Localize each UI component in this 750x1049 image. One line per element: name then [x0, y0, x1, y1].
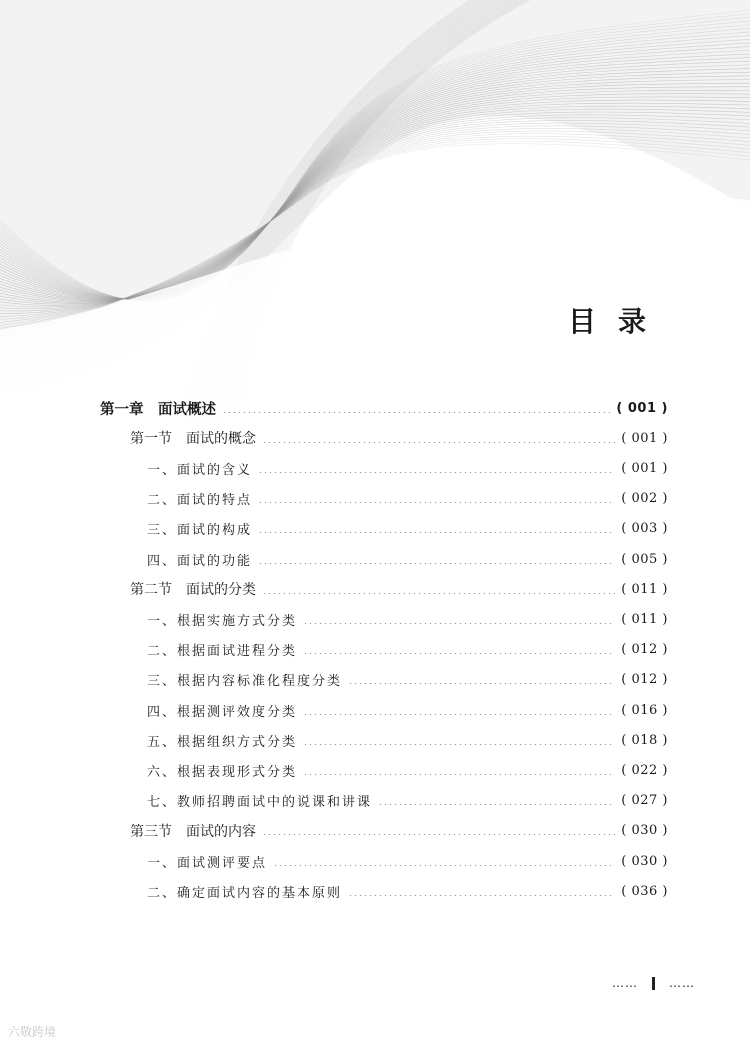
toc-leader-dots [273, 865, 615, 866]
toc-entry[interactable] [130, 816, 668, 846]
toc-entry[interactable] [147, 484, 668, 514]
toc-entry[interactable] [100, 393, 668, 423]
wave-pattern-decoration [0, 0, 750, 420]
toc-leader-dots [303, 623, 615, 624]
toc-entry-page: ( 011 ) [621, 611, 668, 627]
toc-entry-page: ( 005 ) [621, 551, 668, 567]
toc-entry-label: 一、面试的含义 [147, 462, 253, 478]
toc-entry-label: 一、根据实施方式分类 [147, 613, 298, 629]
toc-entry[interactable] [147, 514, 668, 544]
toc-leader-dots [258, 532, 615, 533]
toc-leader-dots [262, 593, 615, 594]
toc-entry-page: ( 030 ) [621, 823, 668, 839]
page-title: 目录 [567, 305, 668, 338]
toc-entry-label: 第一节 面试的概念 [130, 431, 256, 448]
footer-divider [652, 977, 655, 990]
toc-entry-page: ( 027 ) [621, 793, 668, 809]
toc-entry-label: 七、教师招聘面试中的说课和讲课 [147, 795, 373, 811]
toc-entry-page: ( 036 ) [621, 883, 668, 899]
toc-entry[interactable] [130, 574, 668, 604]
toc-entry-label: 二、确定面试内容的基本原则 [147, 885, 343, 901]
watermark [8, 1023, 56, 1040]
toc-entry-page: ( 018 ) [621, 732, 668, 748]
toc-entry[interactable] [147, 635, 668, 665]
toc-entry-page: ( 016 ) [621, 702, 668, 718]
toc-entry-page: ( 001 ) [621, 460, 668, 476]
toc-leader-dots [258, 563, 615, 564]
toc-entry-label: 一、面试测评要点 [147, 855, 268, 871]
toc-entry[interactable] [147, 846, 668, 876]
toc-entry[interactable] [130, 423, 668, 453]
toc-entry-label: 三、面试的构成 [147, 523, 253, 539]
toc-entry-label: 三、根据内容标准化程度分类 [147, 674, 343, 690]
toc-entry-page: ( 002 ) [621, 491, 668, 507]
toc-leader-dots [303, 714, 615, 715]
toc-entry-page: ( 001 ) [616, 400, 668, 416]
toc-entry-page: ( 012 ) [621, 672, 668, 688]
toc-leader-dots [378, 804, 615, 805]
toc-entry-page: ( 030 ) [621, 853, 668, 869]
toc-entry-label: 五、根据组织方式分类 [147, 734, 298, 750]
toc-entry[interactable] [147, 725, 668, 755]
toc-entry[interactable] [147, 604, 668, 634]
toc-entry-label: 第一章 面试概述 [100, 401, 216, 418]
toc-entry-page: ( 022 ) [621, 762, 668, 778]
toc-entry-page: ( 011 ) [621, 581, 668, 597]
toc-leader-dots [262, 834, 615, 835]
toc-entry-page: ( 001 ) [621, 430, 668, 446]
toc-entry[interactable] [147, 876, 668, 906]
toc-entry[interactable] [147, 544, 668, 574]
toc-leader-dots [258, 502, 615, 503]
toc-entry[interactable] [147, 695, 668, 725]
toc-leader-dots [258, 472, 615, 473]
toc-entry-label: 四、面试的功能 [147, 553, 253, 569]
toc-entry-page: ( 012 ) [621, 642, 668, 658]
toc-leader-dots [303, 744, 615, 745]
watermark-text: 六敬跨境 [8, 1025, 57, 1039]
toc-entry[interactable] [147, 786, 668, 816]
toc-entry-label: 第三节 面试的内容 [130, 823, 256, 840]
toc-leader-dots [262, 442, 615, 443]
toc-entry[interactable] [147, 755, 668, 785]
toc-entry-label: 第二节 面试的分类 [130, 582, 256, 599]
footer-dots-left: …… [612, 976, 638, 990]
toc-leader-dots [348, 895, 615, 896]
toc-entry-page: ( 003 ) [621, 521, 668, 537]
toc-leader-dots [303, 653, 615, 654]
toc-entry[interactable] [147, 665, 668, 695]
footer-dots-right: …… [669, 976, 695, 990]
toc-leader-dots [222, 412, 610, 413]
toc-leader-dots [303, 774, 615, 775]
toc-entry-label: 六、根据表现形式分类 [147, 764, 298, 780]
toc-entry-label: 二、根据面试进程分类 [147, 644, 298, 660]
toc-entry-label: 二、面试的特点 [147, 493, 253, 509]
toc-leader-dots [348, 683, 615, 684]
toc-entry[interactable] [147, 453, 668, 483]
toc-entry-label: 四、根据测评效度分类 [147, 704, 298, 720]
page-footer [612, 976, 695, 990]
